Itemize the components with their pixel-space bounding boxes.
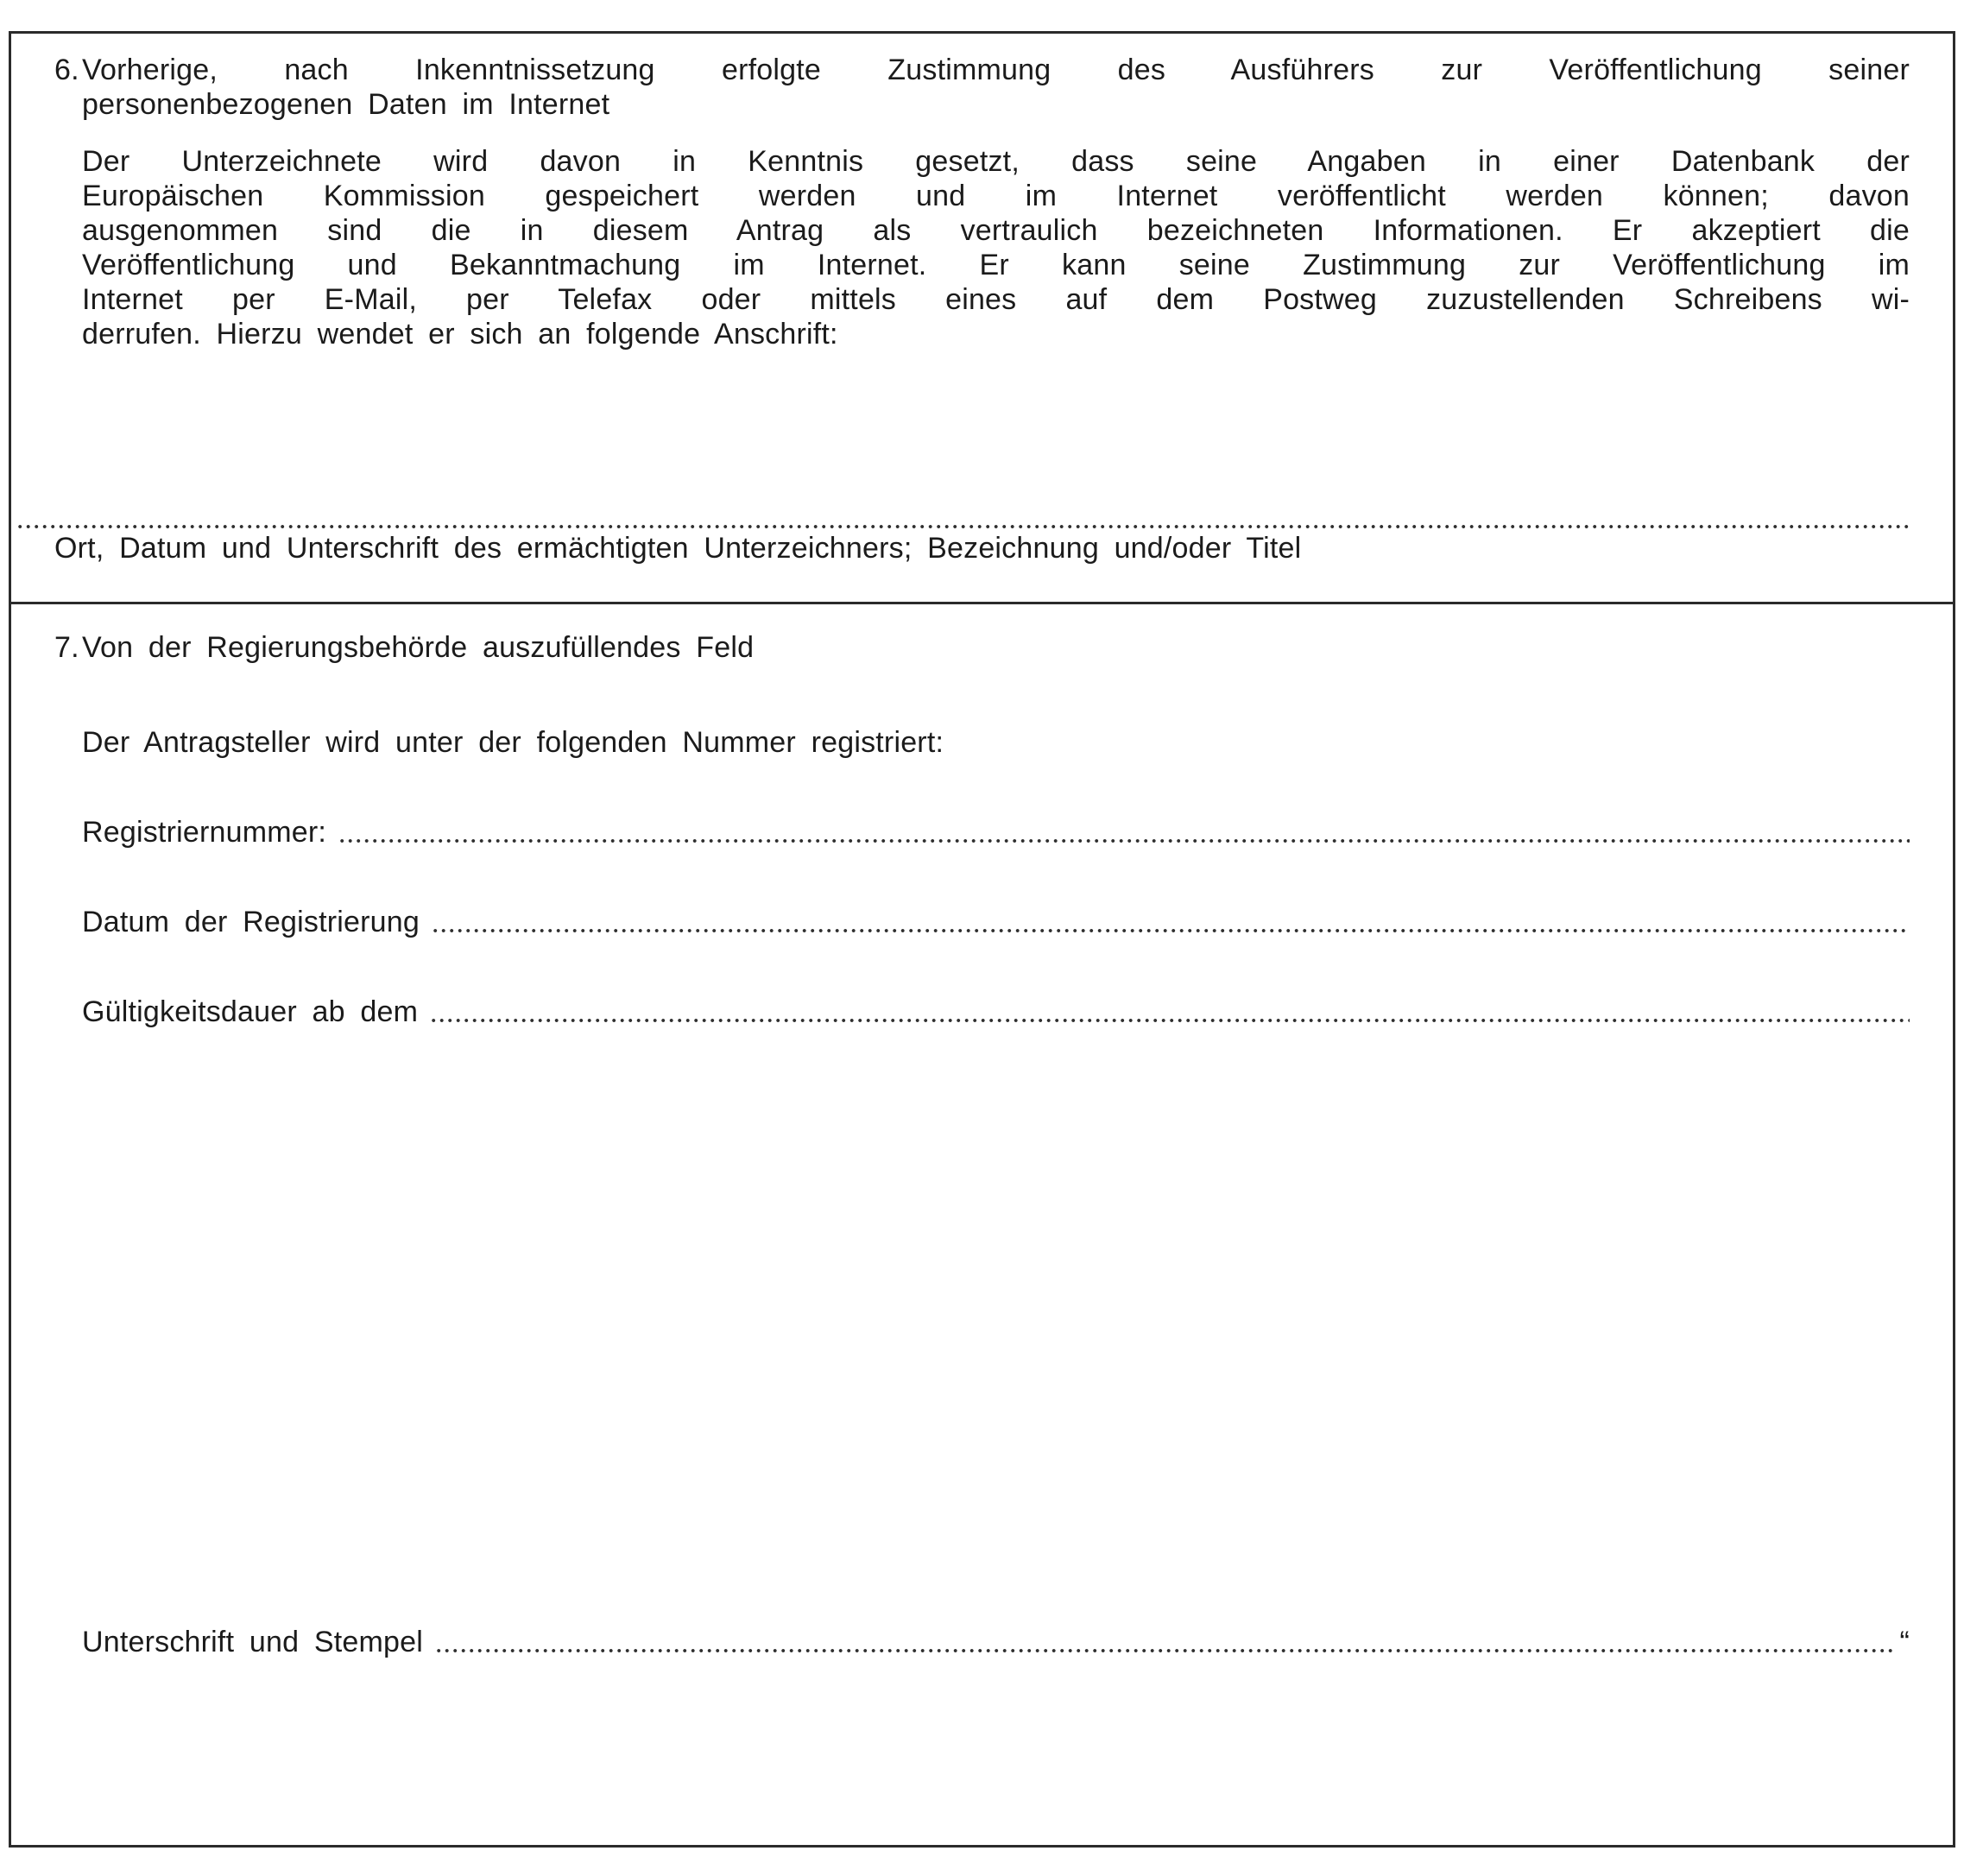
fill-in-line-validity-start [432, 1018, 1910, 1023]
closing-quote-mark: “ [1899, 1626, 1910, 1658]
body-line-6: derrufen. Hierzu wendet er sich an folgende Anschrift: [82, 318, 838, 351]
fill-in-line-signature-stamp [437, 1648, 1895, 1653]
signature-caption: Ort, Datum und Unterschrift des ermächtigten Unterzeichners; Bezeichnung und/oder Titel [54, 532, 1302, 565]
field-registration-date [82, 905, 1910, 939]
section-6-heading [54, 53, 1910, 122]
section-7-title: Von der Regierungsbehörde auszufüllendes Feld [82, 631, 755, 664]
field-registration-number [82, 815, 1910, 850]
section-7-intro: Der Antragsteller wird unter der folgenden Nummer registriert: [82, 726, 944, 759]
section-6-body [82, 144, 1910, 351]
section-7 [11, 604, 1953, 1659]
fill-in-line-registration-number [340, 838, 1910, 843]
signature-fill-in-line [18, 524, 1910, 529]
section-6-number: 6. [54, 54, 79, 86]
section-6 [11, 34, 1953, 604]
body-line-4: Veröffentlichung und Bekanntmachung im Internet. Er kann seine Zustimmung zur Veröffentlichung im [82, 249, 1910, 281]
section-6-title-line-2: personenbezogenen Daten im Internet [82, 88, 610, 121]
field-label-signature-stamp: Unterschrift und Stempel [82, 1626, 423, 1658]
section-7-number: 7. [54, 631, 79, 664]
body-line-2: Europäischen Kommission gespeichert werden und im Internet veröffentlicht werden können; davon [82, 180, 1910, 212]
form-outer-box [9, 31, 1955, 1848]
body-line-5: Internet per E-Mail, per Telefax oder mittels eines auf dem Postweg zuzustellenden Schreibens wi- [82, 283, 1910, 316]
fill-in-line-registration-date [433, 928, 1910, 933]
section-6-title-line-1: Vorherige, nach Inkenntnissetzung erfolgte Zustimmung des Ausführers zur Veröffentlichung seiner [82, 54, 1910, 86]
body-line-1: Der Unterzeichnete wird davon in Kenntnis gesetzt, dass seine Angaben in einer Datenbank der [82, 145, 1910, 178]
section-6-title [82, 53, 1910, 122]
field-validity-start [82, 995, 1910, 1029]
section-7-heading [54, 630, 1910, 665]
body-line-3: ausgenommen sind die in diesem Antrag als vertraulich bezeichneten Informationen. Er akzeptiert die [82, 214, 1910, 247]
field-label-registration-date: Datum der Registrierung [82, 906, 420, 938]
field-signature-stamp [82, 1625, 1910, 1659]
field-label-validity-start: Gültigkeitsdauer ab dem [82, 995, 419, 1028]
field-label-registration-number: Registriernummer: [82, 816, 327, 849]
